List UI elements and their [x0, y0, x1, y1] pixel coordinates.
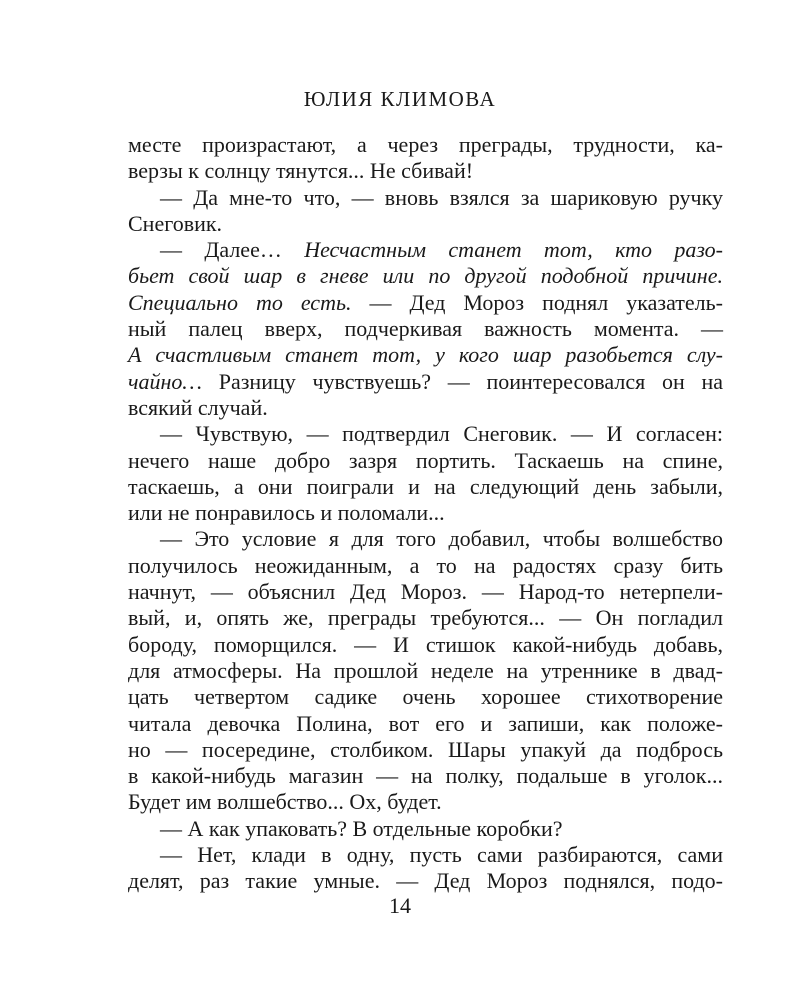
italic-text-segment: Несчастным станет тот, кто разо-: [304, 237, 723, 263]
text-line: [128, 500, 723, 526]
text-segment: Будет им волшебство... Ох, будет.: [128, 789, 442, 815]
text-line: [128, 526, 723, 552]
text-line: [128, 868, 723, 894]
text-segment: месте произрастают, а через преграды, трудности, ка-: [128, 132, 723, 157]
text-segment: в какой-нибудь магазин — на полку, подальше в уголок...: [128, 763, 723, 789]
text-line: [128, 474, 723, 500]
text-segment: — Чувствую, — подтвердил Снеговик. — И согласен:: [160, 421, 723, 447]
text-segment: — Нет, клади в одну, пусть сами разбираются, сами: [160, 842, 723, 868]
text-line: [128, 553, 723, 579]
text-segment: вый, и, опять же, преграды требуются... — Он погладил: [128, 605, 723, 631]
text-line: [128, 369, 723, 395]
text-segment: верзы к солнцу тянутся... Не сбивай!: [128, 158, 474, 184]
text-line: [128, 711, 723, 737]
text-line: [128, 658, 723, 684]
text-segment: цать четвертом садике очень хорошее стихотворение: [128, 684, 723, 710]
text-line: [128, 395, 723, 421]
text-line: [128, 211, 723, 237]
text-segment: — Дед Мороз поднял указатель-: [351, 289, 723, 315]
italic-text-segment: А счастливым станет тот, у кого шар разобьется слу-: [128, 342, 723, 368]
body-text: [128, 132, 723, 895]
text-segment: — Далее…: [160, 237, 305, 263]
text-segment: ный палец вверх, подчеркивая важность момента. —: [128, 316, 723, 342]
text-line: [128, 132, 723, 158]
text-segment: получилось неожиданным, а то на радостях сразу бить: [128, 552, 723, 578]
text-segment: делят, раз такие умные. — Дед Мороз поднялся, подо-: [128, 868, 723, 894]
text-segment: таскаешь, а они поиграли и на следующий день забыли,: [128, 473, 723, 499]
text-line: [128, 448, 723, 474]
text-line: [128, 290, 723, 316]
text-segment: читала девочка Полина, вот его и запиши, как положе-: [128, 710, 723, 736]
text-line: [128, 816, 723, 842]
text-segment: бороду, поморщился. — И стишок какой-нибудь добавь,: [128, 631, 723, 657]
text-segment: Разницу чувствуешь? — поинтересовался он на: [201, 368, 723, 394]
text-segment: или не понравилось и поломали...: [128, 500, 445, 526]
text-segment: начнут, — объяснил Дед Мороз. — Народ-то нетерпели-: [128, 579, 723, 605]
text-segment: — Да мне-то что, — вновь взялся за шариковую ручку: [160, 184, 723, 210]
text-line: [128, 842, 723, 868]
text-segment: — А как упаковать? В отдельные коробки?: [160, 815, 563, 841]
text-line: [128, 316, 723, 342]
running-head-author: ЮЛИЯ КЛИМОВА: [303, 87, 497, 111]
text-line: [128, 684, 723, 710]
text-segment: но — посередине, столбиком. Шары упакуй да подбрось: [128, 736, 723, 762]
text-segment: всякий случай.: [128, 394, 268, 420]
italic-text-segment: чайно…: [128, 368, 202, 394]
italic-text-segment: бьет свой шар в гневе или по другой подобной причине.: [128, 263, 723, 289]
text-segment: для атмосферы. На прошлой неделе на утреннике в двад-: [128, 657, 723, 683]
text-segment: — Это условие я для того добавил, чтобы волшебство: [160, 526, 723, 552]
text-line: [128, 579, 723, 605]
text-line: [128, 185, 723, 211]
text-line: [128, 342, 723, 368]
text-line: [128, 737, 723, 763]
text-line: [128, 237, 723, 263]
text-line: [128, 632, 723, 658]
text-line: [128, 158, 723, 184]
text-segment: нечего наше добро зазря портить. Таскаешь на спине,: [128, 447, 723, 473]
text-line: [128, 763, 723, 789]
text-segment: Снеговик.: [128, 210, 223, 236]
text-line: [128, 263, 723, 289]
text-line: [128, 421, 723, 447]
italic-text-segment: Специально то есть.: [128, 289, 352, 315]
text-line: [128, 605, 723, 631]
text-line: [128, 789, 723, 815]
page-number: 14: [389, 893, 411, 918]
